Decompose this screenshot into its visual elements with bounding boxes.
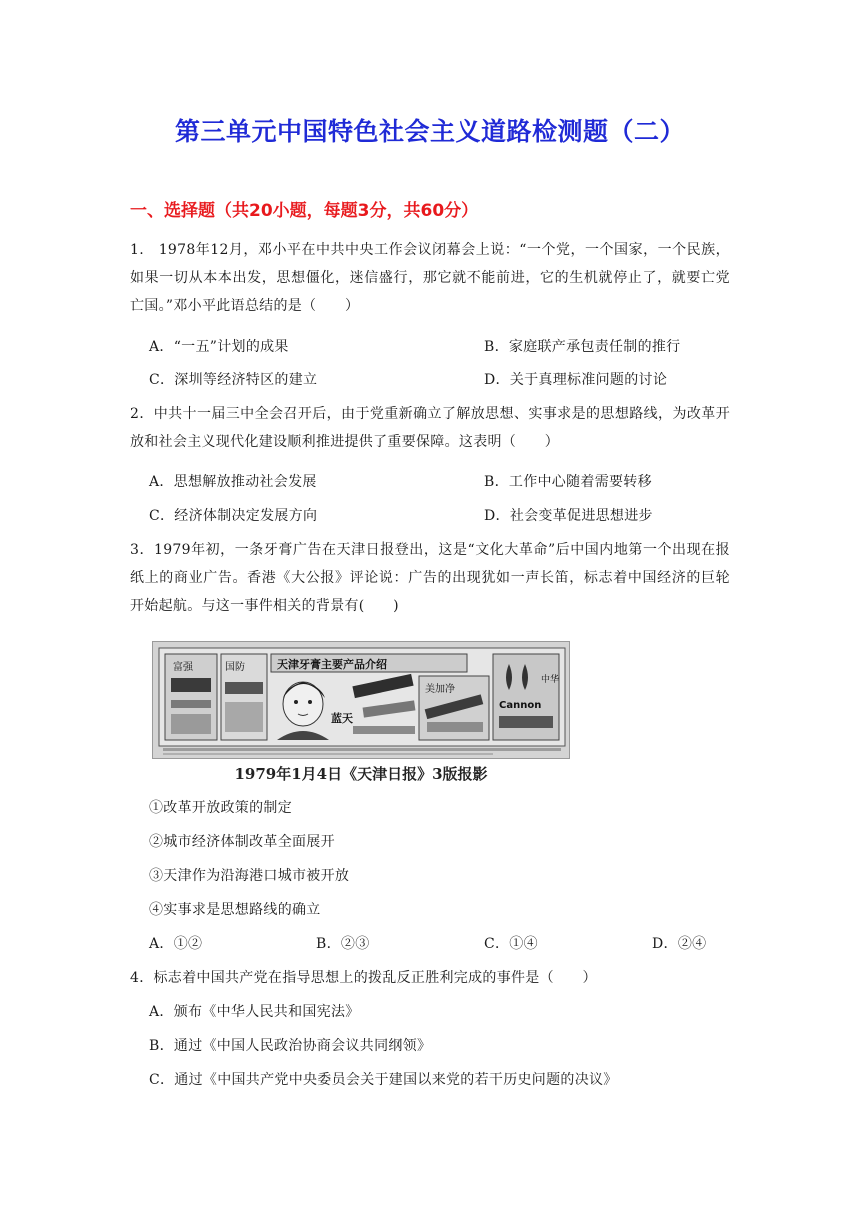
- question-3-option-a: A．①②: [149, 936, 203, 952]
- newspaper-advertisement-image: [152, 641, 570, 759]
- section-heading: 一、选择题（共20小题，每题3分，共60分）: [130, 201, 479, 221]
- newspaper-clipping-graphic: [153, 642, 570, 759]
- question-3-statement-2: ②城市经济体制改革全面展开: [149, 834, 335, 850]
- ad-text-fuqiang: 富强: [173, 662, 193, 673]
- question-3-option-b: B．②③: [316, 936, 370, 952]
- question-1-stem: 1. 1978年12月，邓小平在中共中央工作会议闭幕会上说：“一个党，一个国家，一个民族，如果一切从本本出发，思想僵化，迷信盛行，那它就不能前进，它的生机就停止了，就要亡党亡国。”邓小平此语总结的是（ ）: [130, 242, 730, 314]
- question-2-stem: 2．中共十一届三中全会召开后，由于党重新确立了解放思想、实事求是的思想路线，为改革开放和社会主义现代化建设顺利推进提供了重要保障。这表明（ ）: [130, 406, 730, 450]
- question-4-option-b: B．通过《中国人民政治协商会议共同纲领》: [149, 1038, 432, 1054]
- question-1-option-c: C．深圳等经济特区的建立: [149, 372, 318, 388]
- question-3-statement-4: ④实事求是思想路线的确立: [149, 902, 321, 918]
- question-2-option-c: C．经济体制决定发展方向: [149, 508, 318, 524]
- question-3-stem: 3．1979年初，一条牙膏广告在天津日报登出，这是“文化大革命”后中国内地第一个出现在报纸上的商业广告。香港《大公报》评论说：广告的出现犹如一声长笛，标志着中国经济的巨轮开始起航。与这一事件相关的背景有( ): [130, 542, 730, 614]
- ad-headline: 天津牙膏主要产品介绍: [277, 658, 387, 671]
- question-1-option-a: A．“一五”计划的成果: [149, 339, 289, 355]
- page-title: 第三单元中国特色社会主义道路检测题（二）: [174, 117, 685, 146]
- ad-text-guofang: 国防: [225, 662, 245, 673]
- question-4-stem: 4．标志着中国共产党在指导思想上的拨乱反正胜利完成的事件是（ ）: [130, 970, 597, 986]
- question-3-option-c: C．①④: [484, 936, 538, 952]
- question-2-option-b: B．工作中心随着需要转移: [484, 474, 652, 490]
- ad-text-zhonghua: 中华: [541, 675, 560, 685]
- question-3-statement-1: ①改革开放政策的制定: [149, 800, 292, 816]
- question-2-option-a: A．思想解放推动社会发展: [149, 474, 317, 490]
- ad-text-meijiajing: 美加净: [425, 684, 455, 695]
- question-3-option-d: D．②④: [652, 936, 707, 952]
- ad-text-lantian: 蓝天: [331, 712, 353, 725]
- question-1-option-d: D．关于真理标准问题的讨论: [484, 372, 668, 388]
- question-3-statement-3: ③天津作为沿海港口城市被开放: [149, 868, 350, 884]
- question-4-option-c: C．通过《中国共产党中央委员会关于建国以来党的若干历史问题的决议》: [149, 1072, 618, 1088]
- question-2-option-d: D．社会变革促进思想进步: [484, 508, 653, 524]
- ad-text-cannon: Cannon: [499, 700, 542, 711]
- question-1-option-b: B．家庭联产承包责任制的推行: [484, 339, 681, 355]
- figure-caption: 1979年1月4日《天津日报》3版报影: [234, 765, 488, 783]
- question-4-option-a: A．颁布《中华人民共和国宪法》: [149, 1004, 360, 1020]
